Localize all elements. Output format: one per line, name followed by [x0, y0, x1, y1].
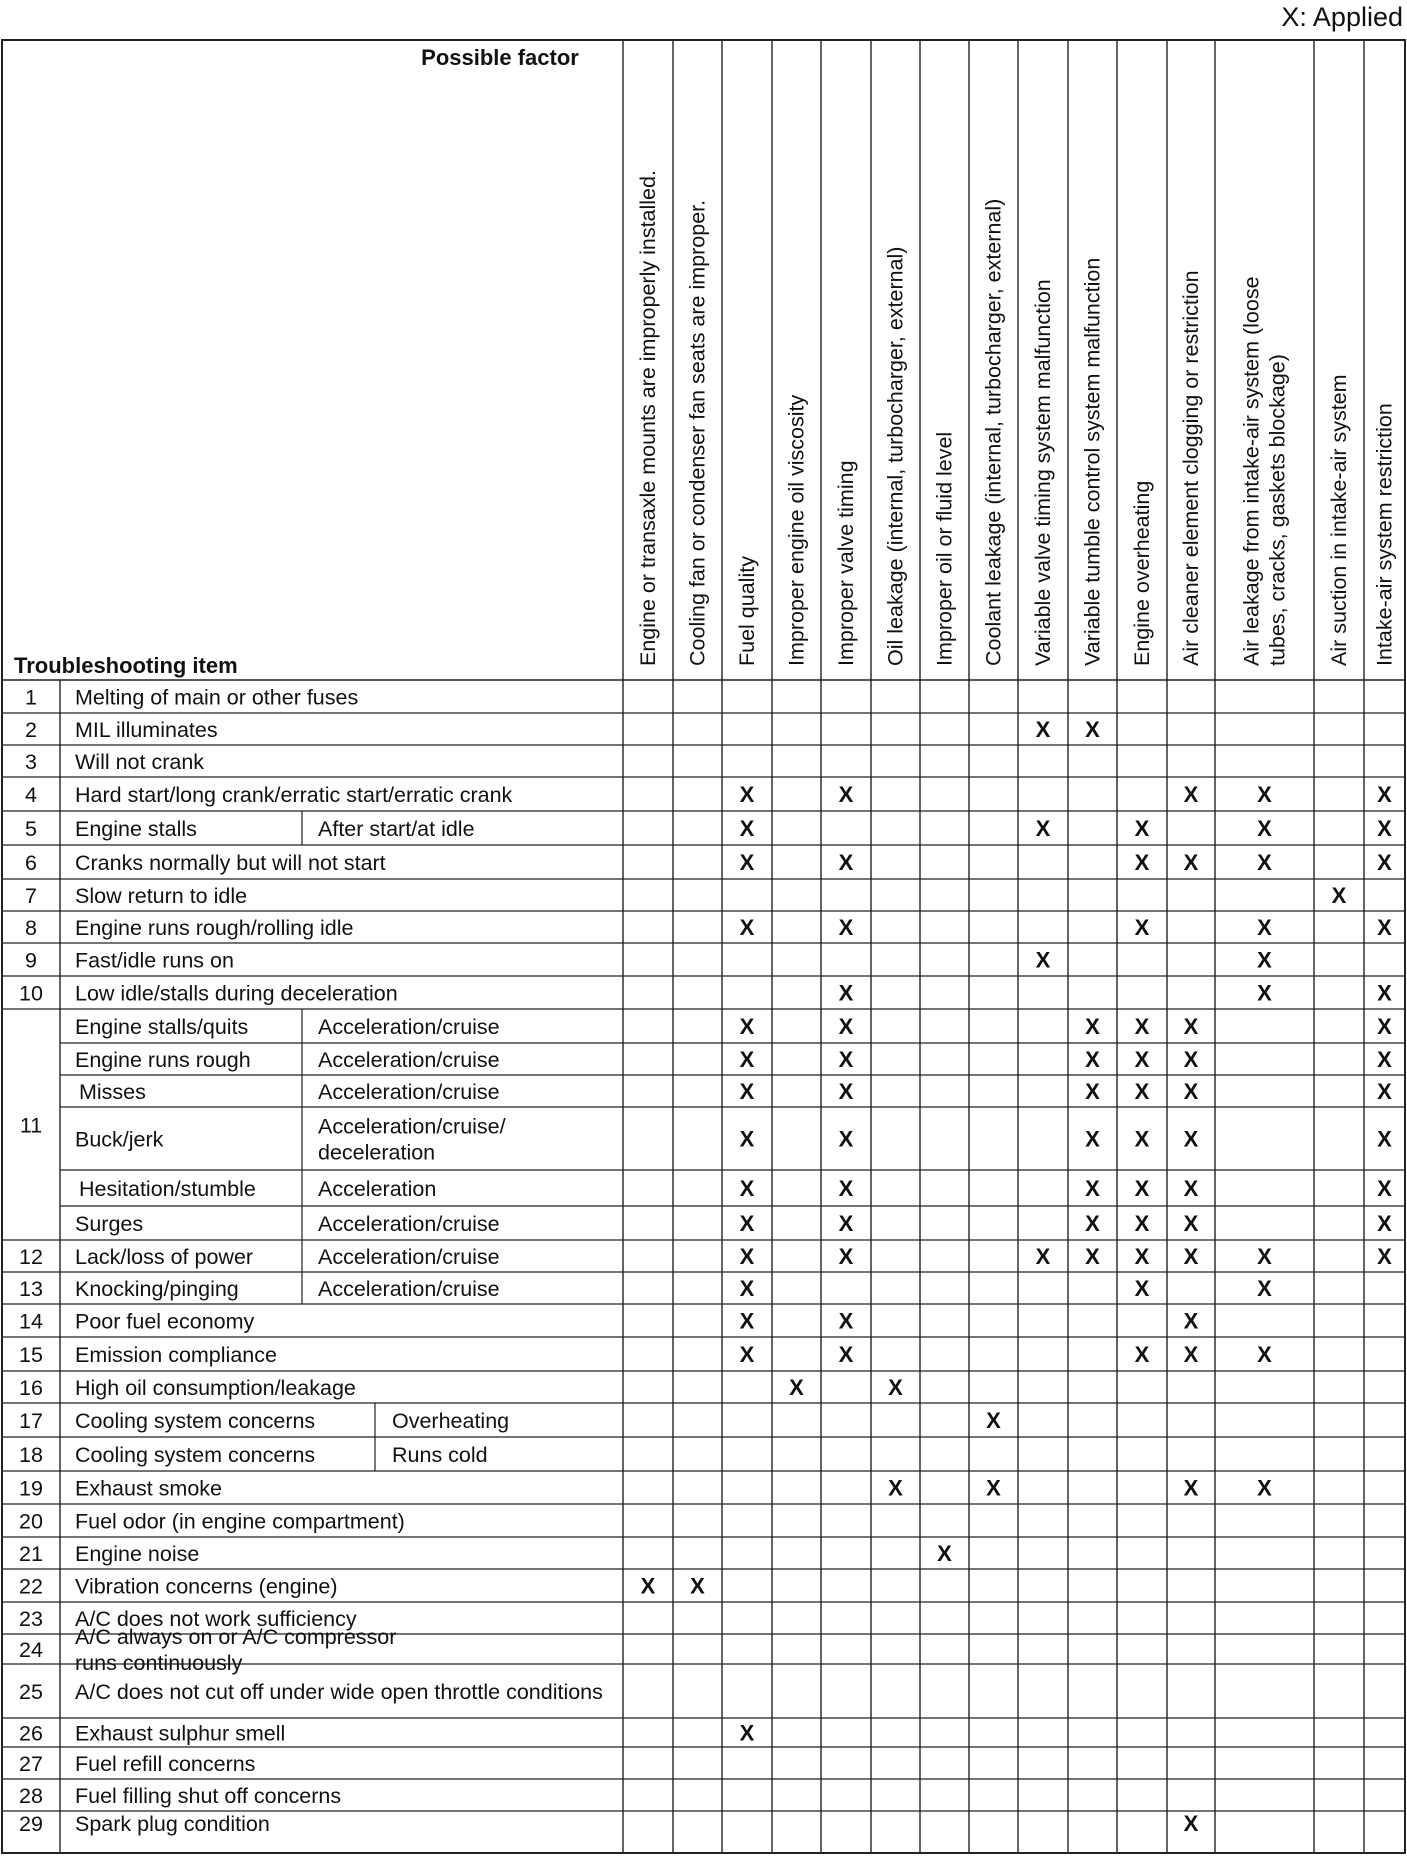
- applied-mark: X: [1035, 1244, 1051, 1269]
- row-number: 8: [25, 916, 37, 940]
- applied-mark: X: [690, 1573, 705, 1599]
- row-number: 6: [25, 851, 37, 875]
- applied-mark: X: [1183, 1308, 1199, 1334]
- applied-mark: X: [888, 1475, 903, 1501]
- factor-column-header: Improper valve timing: [834, 460, 858, 666]
- factor-column-header: Variable valve timing system malfunction: [1031, 279, 1055, 666]
- applied-mark: X: [838, 1079, 854, 1104]
- applied-mark: X: [1085, 1211, 1100, 1236]
- row-number: 20: [19, 1509, 43, 1534]
- condition-text: Acceleration/cruise: [318, 1212, 500, 1236]
- factor-column-header: Air suction in intake-air system: [1327, 374, 1351, 666]
- condition-text: Acceleration: [318, 1177, 437, 1201]
- applied-mark: X: [640, 1573, 656, 1599]
- row-number: 2: [25, 718, 37, 742]
- applied-mark: X: [1134, 915, 1150, 940]
- troubleshooting-item: Buck/jerk: [75, 1127, 164, 1152]
- troubleshooting-item: Melting of main or other fuses: [75, 685, 359, 710]
- row-number: 18: [19, 1443, 43, 1467]
- applied-mark: X: [1257, 782, 1272, 807]
- troubleshooting-item: A/C does not cut off under wide open throttle conditions: [75, 1680, 603, 1704]
- applied-mark: X: [1377, 1211, 1392, 1236]
- row-number: 28: [19, 1784, 43, 1808]
- applied-mark: X: [1134, 816, 1150, 841]
- troubleshooting-item: Cooling system concerns: [75, 1443, 316, 1467]
- applied-mark: X: [1377, 1047, 1392, 1072]
- applied-mark: X: [739, 1342, 755, 1367]
- factor-column-header: Intake-air system restriction: [1372, 403, 1397, 666]
- applied-mark: X: [1134, 1014, 1150, 1039]
- troubleshooting-item: High oil consumption/leakage: [75, 1376, 356, 1400]
- row-number: 3: [25, 750, 37, 774]
- applied-mark: X: [1085, 1014, 1100, 1039]
- applied-mark: X: [1183, 850, 1199, 875]
- row-number: 12: [19, 1245, 43, 1269]
- applied-mark: X: [838, 980, 854, 1006]
- troubleshooting-item: Cooling system concerns: [75, 1409, 316, 1433]
- applied-mark: X: [1085, 1244, 1100, 1269]
- troubleshooting-item: Exhaust smoke: [75, 1476, 222, 1501]
- factor-column-header: Improper oil or fluid level: [932, 431, 957, 666]
- applied-mark: X: [1377, 1176, 1392, 1201]
- factor-column-header: Improper engine oil viscosity: [784, 394, 809, 666]
- troubleshooting-item: Fuel filling shut off concerns: [75, 1784, 342, 1808]
- row-number: 25: [19, 1680, 43, 1704]
- applied-mark: X: [1377, 782, 1392, 807]
- applied-mark: X: [739, 1244, 755, 1269]
- applied-mark: X: [937, 1541, 952, 1566]
- row-number: 21: [19, 1542, 43, 1566]
- applied-mark: X: [739, 782, 755, 807]
- applied-mark: X: [1085, 1176, 1100, 1201]
- applied-mark: X: [739, 1176, 755, 1201]
- row-number: 7: [25, 884, 37, 908]
- row-number: 19: [19, 1476, 43, 1501]
- condition-text: deceleration: [318, 1140, 436, 1165]
- applied-mark: X: [838, 782, 854, 807]
- applied-mark: X: [838, 1211, 854, 1236]
- condition-text: Overheating: [392, 1409, 510, 1433]
- applied-mark: X: [1257, 1475, 1272, 1501]
- applied-mark: X: [1035, 947, 1051, 973]
- troubleshooting-item: Surges: [75, 1212, 144, 1236]
- condition-text: Runs cold: [392, 1443, 488, 1467]
- factor-column-header: tubes, cracks, gaskets blockage): [1265, 354, 1290, 666]
- troubleshooting-item: runs continuously: [75, 1651, 243, 1675]
- applied-mark: X: [1257, 1244, 1272, 1269]
- troubleshooting-item: Exhaust sulphur smell: [75, 1721, 286, 1746]
- applied-mark: X: [739, 1720, 755, 1746]
- factor-column-header: Cooling fan or condenser fan seats are improper.: [685, 199, 710, 666]
- applied-mark: X: [1183, 1811, 1199, 1836]
- factor-column-header: Coolant leakage (internal, turbocharger, external): [981, 198, 1006, 666]
- applied-mark: X: [1377, 1126, 1392, 1152]
- applied-mark: X: [1377, 1079, 1392, 1104]
- applied-mark: X: [838, 1342, 854, 1367]
- row-number: 13: [19, 1277, 43, 1301]
- troubleshooting-item: Engine stalls/quits: [75, 1015, 249, 1039]
- troubleshooting-item: Fuel refill concerns: [75, 1752, 256, 1776]
- applied-mark: X: [1134, 850, 1150, 875]
- condition-text: Acceleration/cruise: [318, 1015, 500, 1039]
- applied-mark: X: [1134, 1126, 1150, 1152]
- condition-text: Acceleration/cruise: [318, 1245, 500, 1269]
- troubleshooting-item: Cranks normally but will not start: [75, 851, 386, 875]
- applied-mark: X: [986, 1408, 1001, 1433]
- row-number: 16: [19, 1376, 43, 1400]
- troubleshooting-item: Will not crank: [75, 750, 205, 774]
- factor-column-header: Variable tumble control system malfunction: [1080, 257, 1105, 666]
- applied-mark: X: [1257, 915, 1272, 940]
- troubleshooting-item: A/C always on or A/C compressor: [75, 1625, 397, 1649]
- row-number: 24: [19, 1638, 43, 1662]
- applied-mark: X: [739, 1047, 755, 1072]
- applied-mark: X: [838, 915, 854, 940]
- row-number: 23: [19, 1607, 43, 1631]
- applied-mark: X: [1134, 1176, 1150, 1201]
- applied-mark: X: [739, 850, 755, 875]
- applied-mark: X: [1331, 883, 1347, 908]
- factor-column-header: Engine overheating: [1130, 480, 1154, 666]
- applied-mark: X: [1035, 816, 1051, 841]
- troubleshooting-item: Misses: [79, 1080, 146, 1104]
- applied-mark: X: [1134, 1079, 1150, 1104]
- applied-mark: X: [1257, 947, 1272, 973]
- applied-mark: X: [1257, 1276, 1272, 1301]
- applied-mark: X: [1183, 782, 1199, 807]
- row-number: 10: [19, 981, 43, 1006]
- row-number: 9: [25, 948, 37, 973]
- applied-mark: X: [1183, 1014, 1199, 1039]
- applied-mark: X: [1377, 980, 1392, 1006]
- factor-column-header: Engine or transaxle mounts are improperly installed.: [636, 170, 660, 666]
- row-number: 5: [25, 817, 37, 841]
- applied-mark: X: [1377, 1244, 1392, 1269]
- factor-column-header: Air leakage from intake-air system (loose: [1239, 276, 1264, 666]
- applied-mark: X: [1257, 816, 1272, 841]
- troubleshooting-item: Engine runs rough/rolling idle: [75, 916, 354, 940]
- applied-mark: X: [1257, 1342, 1272, 1367]
- applied-mark: X: [1085, 1079, 1100, 1104]
- applied-mark: X: [838, 1244, 854, 1269]
- applied-mark: X: [1085, 717, 1100, 742]
- applied-mark: X: [838, 1176, 854, 1201]
- condition-text: Acceleration/cruise: [318, 1277, 500, 1301]
- condition-text: Acceleration/cruise: [318, 1080, 500, 1104]
- troubleshooting-item: Slow return to idle: [75, 884, 248, 908]
- applied-mark: X: [1183, 1211, 1199, 1236]
- applied-mark: X: [1085, 1047, 1100, 1072]
- factor-column-header: Air cleaner element clogging or restriction: [1179, 270, 1203, 666]
- applied-mark: X: [1085, 1126, 1100, 1152]
- applied-mark: X: [1134, 1342, 1150, 1367]
- applied-mark: X: [1183, 1126, 1199, 1152]
- row-number: 26: [19, 1721, 43, 1746]
- applied-mark: X: [986, 1475, 1001, 1501]
- applied-mark: X: [1183, 1176, 1199, 1201]
- row-number: 4: [25, 783, 37, 807]
- applied-mark: X: [838, 1014, 854, 1039]
- troubleshooting-item: Engine stalls: [75, 817, 197, 841]
- possible-factor-label: Possible factor: [421, 45, 579, 70]
- row-number: 27: [19, 1752, 43, 1776]
- troubleshooting-item: Low idle/stalls during deceleration: [75, 981, 398, 1006]
- applied-mark: X: [739, 1211, 755, 1236]
- troubleshooting-item: Hesitation/stumble: [79, 1177, 256, 1201]
- factor-column-header: Oil leakage (internal, turbocharger, external): [883, 246, 908, 666]
- factor-column-header: Fuel quality: [735, 556, 759, 666]
- applied-mark: X: [789, 1375, 804, 1400]
- condition-text: Acceleration/cruise: [318, 1048, 500, 1072]
- troubleshooting-item: A/C does not work sufficiency: [75, 1607, 357, 1631]
- troubleshooting-item: Engine runs rough: [75, 1048, 251, 1072]
- applied-mark: X: [1134, 1276, 1150, 1301]
- condition-text: Acceleration/cruise/: [318, 1114, 506, 1139]
- applied-mark: X: [888, 1375, 903, 1400]
- applied-mark: X: [739, 1308, 755, 1334]
- applied-mark: X: [1377, 816, 1392, 841]
- applied-mark: X: [1035, 717, 1051, 742]
- applied-mark: X: [1257, 980, 1272, 1006]
- applied-mark: X: [1257, 850, 1272, 875]
- troubleshooting-item: Lack/loss of power: [75, 1245, 254, 1269]
- troubleshooting-item-label: Troubleshooting item: [14, 653, 238, 678]
- applied-mark: X: [1183, 1342, 1199, 1367]
- row-number: 15: [19, 1343, 43, 1367]
- applied-mark: X: [838, 1308, 854, 1334]
- applied-mark: X: [1377, 915, 1392, 940]
- applied-mark: X: [739, 1276, 755, 1301]
- applied-mark: X: [1183, 1475, 1199, 1501]
- applied-mark: X: [739, 1079, 755, 1104]
- troubleshooting-item: Spark plug condition: [75, 1812, 270, 1836]
- troubleshooting-item: Hard start/long crank/erratic start/erratic crank: [75, 783, 513, 807]
- troubleshooting-item: MIL illuminates: [75, 718, 218, 742]
- applied-mark: X: [838, 1126, 854, 1152]
- applied-mark: X: [739, 816, 755, 841]
- applied-mark: X: [1134, 1244, 1150, 1269]
- troubleshooting-item: Fast/idle runs on: [75, 948, 234, 973]
- applied-mark: X: [1134, 1211, 1150, 1236]
- legend-text: X: Applied: [1281, 2, 1403, 32]
- condition-text: After start/at idle: [318, 817, 475, 841]
- troubleshooting-item: Emission compliance: [75, 1343, 277, 1367]
- applied-mark: X: [1377, 1014, 1392, 1039]
- row-number: 11: [19, 1113, 43, 1138]
- troubleshooting-item: Engine noise: [75, 1542, 200, 1566]
- applied-mark: X: [1183, 1244, 1199, 1269]
- troubleshooting-item: Fuel odor (in engine compartment): [75, 1509, 405, 1534]
- troubleshooting-item: Vibration concerns (engine): [75, 1574, 338, 1599]
- troubleshooting-item: Knocking/pinging: [75, 1277, 239, 1301]
- applied-mark: X: [838, 1047, 854, 1072]
- applied-mark: X: [739, 1126, 755, 1152]
- applied-mark: X: [739, 1014, 755, 1039]
- troubleshooting-item: Poor fuel economy: [75, 1309, 255, 1334]
- applied-mark: X: [1183, 1047, 1199, 1072]
- row-number: 1: [25, 685, 37, 710]
- applied-mark: X: [1134, 1047, 1150, 1072]
- row-number: 14: [19, 1309, 43, 1334]
- row-number: 22: [19, 1574, 43, 1599]
- applied-mark: X: [1183, 1079, 1199, 1104]
- row-number: 17: [19, 1409, 43, 1433]
- row-number: 29: [19, 1812, 43, 1836]
- applied-mark: X: [1377, 850, 1392, 875]
- applied-mark: X: [739, 915, 755, 940]
- applied-mark: X: [838, 850, 854, 875]
